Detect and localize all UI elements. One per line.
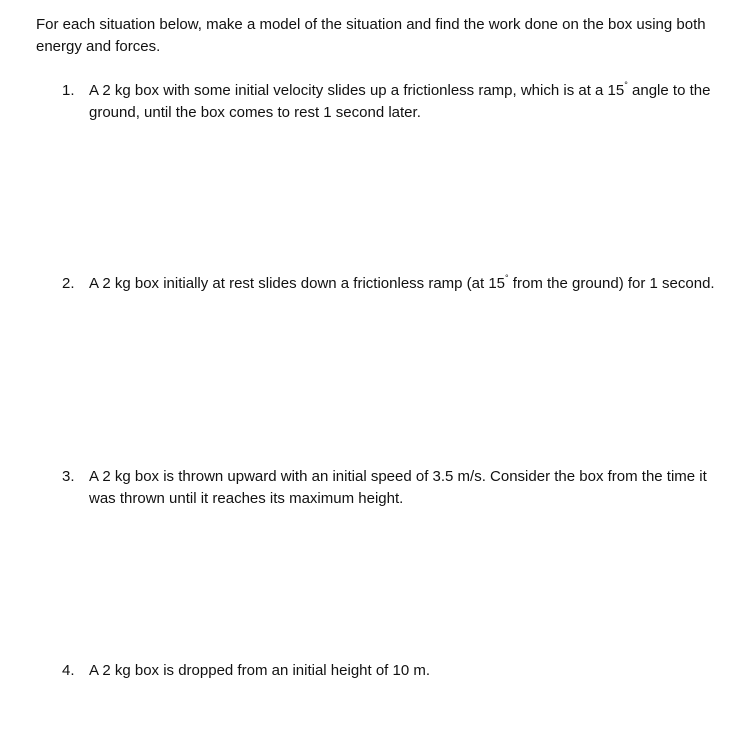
question-text-part: A 2 kg box with some initial velocity slides up a frictionless ramp, which is at a 15: [89, 82, 625, 99]
question-number: 2.: [62, 275, 75, 292]
question-text: A 2 kg box is thrown upward with an initial speed of 3.5 m/s. Consider the box from the time it was thrown until it reaches its maximum height.: [89, 468, 707, 507]
question-number: 4.: [62, 662, 75, 679]
instructions-paragraph: For each situation below, make a model of the situation and find the work done on the box using both energy and forces.: [36, 16, 706, 55]
question-number: 1.: [62, 82, 75, 99]
question-3: [62, 466, 732, 510]
question-number: 3.: [62, 468, 75, 485]
question-text-part: from the ground) for 1 second.: [508, 275, 715, 292]
question-1: [62, 80, 732, 124]
degree-symbol: °: [505, 273, 509, 283]
question-2: [62, 273, 732, 295]
question-text: [89, 80, 732, 124]
question-text-part: A 2 kg box initially at rest slides down a frictionless ramp (at 15: [89, 275, 506, 292]
degree-symbol: °: [624, 80, 628, 90]
question-text: A 2 kg box is dropped from an initial height of 10 m.: [89, 662, 431, 679]
question-text: [89, 273, 732, 295]
question-4: [62, 660, 732, 682]
question-text-part: angle to the ground, until the box comes to rest 1 second later.: [89, 82, 711, 121]
